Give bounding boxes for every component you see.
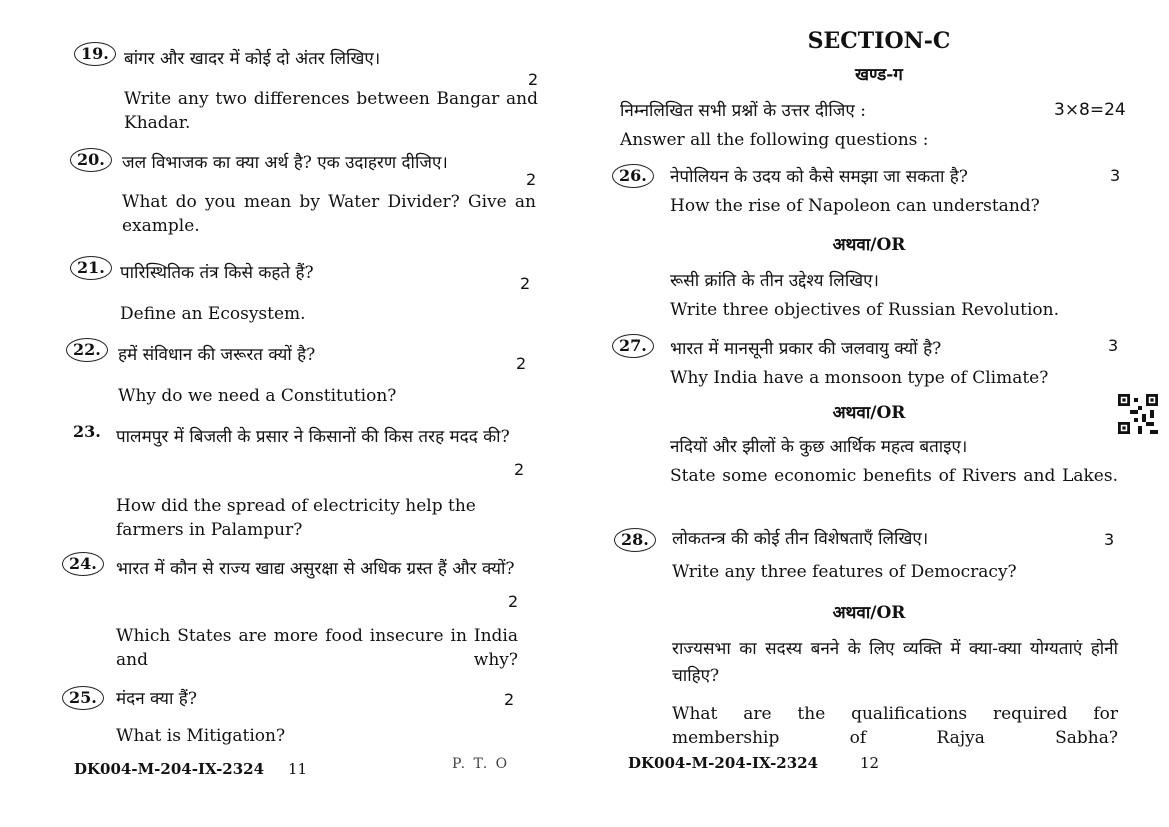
- question-alt-english: What are the qualifications required for membership of Rajya Sabha?: [672, 704, 1118, 748]
- question-number: 19.: [74, 42, 116, 66]
- footer-code: DK004-M-204-IX-2324: [74, 760, 265, 778]
- question-hindi: जल विभाजक का क्या अर्थ है? एक उदाहरण दीजिए।: [122, 153, 448, 173]
- question-alt-english: Write three objectives of Russian Revolution.: [670, 300, 1060, 320]
- question-marks: 3: [1110, 166, 1121, 185]
- question-hindi: भारत में मानसूनी प्रकार की जलवायु क्यों है?: [670, 339, 942, 359]
- question-alt-hindi: राज्यसभा का सदस्य बनने के लिए व्यक्ति में क्या-क्या योग्यताएं होनी चाहिए?: [672, 639, 1118, 686]
- question-marks: 2: [528, 70, 539, 89]
- page-number: 11: [288, 760, 308, 778]
- question-english: What is Mitigation?: [116, 726, 286, 746]
- question-english: Why do we need a Constitution?: [118, 386, 397, 406]
- page-number: 12: [860, 754, 880, 772]
- section-title: SECTION-C: [807, 28, 951, 54]
- question-marks: 3: [1104, 530, 1115, 549]
- question-english: How the rise of Napoleon can understand?: [670, 196, 1040, 216]
- question-number: 21.: [70, 256, 112, 280]
- question-marks: 2: [508, 592, 519, 611]
- question-hindi: लोकतन्त्र की कोई तीन विशेषताएँ लिखिए।: [672, 529, 929, 549]
- pto-label: P. T. O: [452, 756, 510, 772]
- question-marks: 2: [514, 460, 525, 479]
- question-marks: 3: [1108, 336, 1119, 355]
- question-number: 22.: [66, 338, 108, 362]
- question-marks: 2: [520, 274, 531, 293]
- question-hindi: भारत में कौन से राज्य खाद्य असुरक्षा से अधिक ग्रस्त हैं और क्यों?: [116, 559, 515, 579]
- question-english: Write any three features of Democracy?: [672, 562, 1017, 582]
- question-marks: 2: [526, 170, 537, 189]
- instruction-hindi: निम्नलिखित सभी प्रश्नों के उत्तर दीजिए :: [620, 101, 866, 121]
- instruction-marks: 3×8=24: [1054, 100, 1126, 120]
- section-title-hindi: खण्ड-ग: [855, 65, 903, 85]
- question-marks: 2: [516, 354, 527, 373]
- question-number: 26.: [612, 164, 654, 188]
- question-number: 25.: [62, 686, 104, 710]
- question-alt-english: State some economic benefits of Rivers and Lakes.: [670, 466, 1118, 486]
- question-english: Define an Ecosystem.: [120, 304, 306, 324]
- left-page: [0, 0, 584, 827]
- instruction-english: Answer all the following questions :: [620, 130, 929, 150]
- or-divider: अथवा/OR: [832, 235, 906, 255]
- question-hindi: बांगर और खादर में कोई दो अंतर लिखिए।: [124, 49, 381, 69]
- question-hindi: हमें संविधान की जरूरत क्यों है?: [118, 345, 316, 365]
- question-hindi: पारिस्थितिक तंत्र किसे कहते हैं?: [120, 263, 314, 283]
- or-divider: अथवा/OR: [832, 603, 906, 623]
- question-alt-hindi: रूसी क्रांति के तीन उद्देश्य लिखिए।: [670, 271, 879, 291]
- question-english: Which States are more food insecure in India and why?: [116, 626, 518, 670]
- qr-code-icon: [1118, 394, 1158, 434]
- question-number: 27.: [612, 334, 654, 358]
- or-divider: अथवा/OR: [832, 403, 906, 423]
- footer-code: DK004-M-204-IX-2324: [628, 754, 819, 772]
- question-hindi: पालमपुर में बिजली के प्रसार ने किसानों की किस तरह मदद की?: [116, 427, 510, 447]
- right-page: [584, 0, 1169, 827]
- question-english: Write any two differences between Bangar and Khadar.: [124, 89, 538, 133]
- question-hindi: नेपोलियन के उदय को कैसे समझा जा सकता है?: [670, 167, 968, 187]
- question-alt-hindi: नदियों और झीलों के कुछ आर्थिक महत्व बताइए।: [670, 437, 968, 457]
- question-hindi: मंदन क्या हैं?: [116, 689, 197, 709]
- question-english: How did the spread of electricity help the farmers in Palampur?: [116, 496, 476, 540]
- question-number: 20.: [70, 148, 112, 172]
- question-number: 23.: [73, 422, 101, 441]
- question-english: Why India have a monsoon type of Climate?: [670, 368, 1049, 388]
- question-english: What do you mean by Water Divider? Give an example.: [122, 192, 536, 236]
- question-number: 28.: [614, 528, 656, 552]
- question-number: 24.: [62, 552, 104, 576]
- question-marks: 2: [504, 690, 515, 709]
